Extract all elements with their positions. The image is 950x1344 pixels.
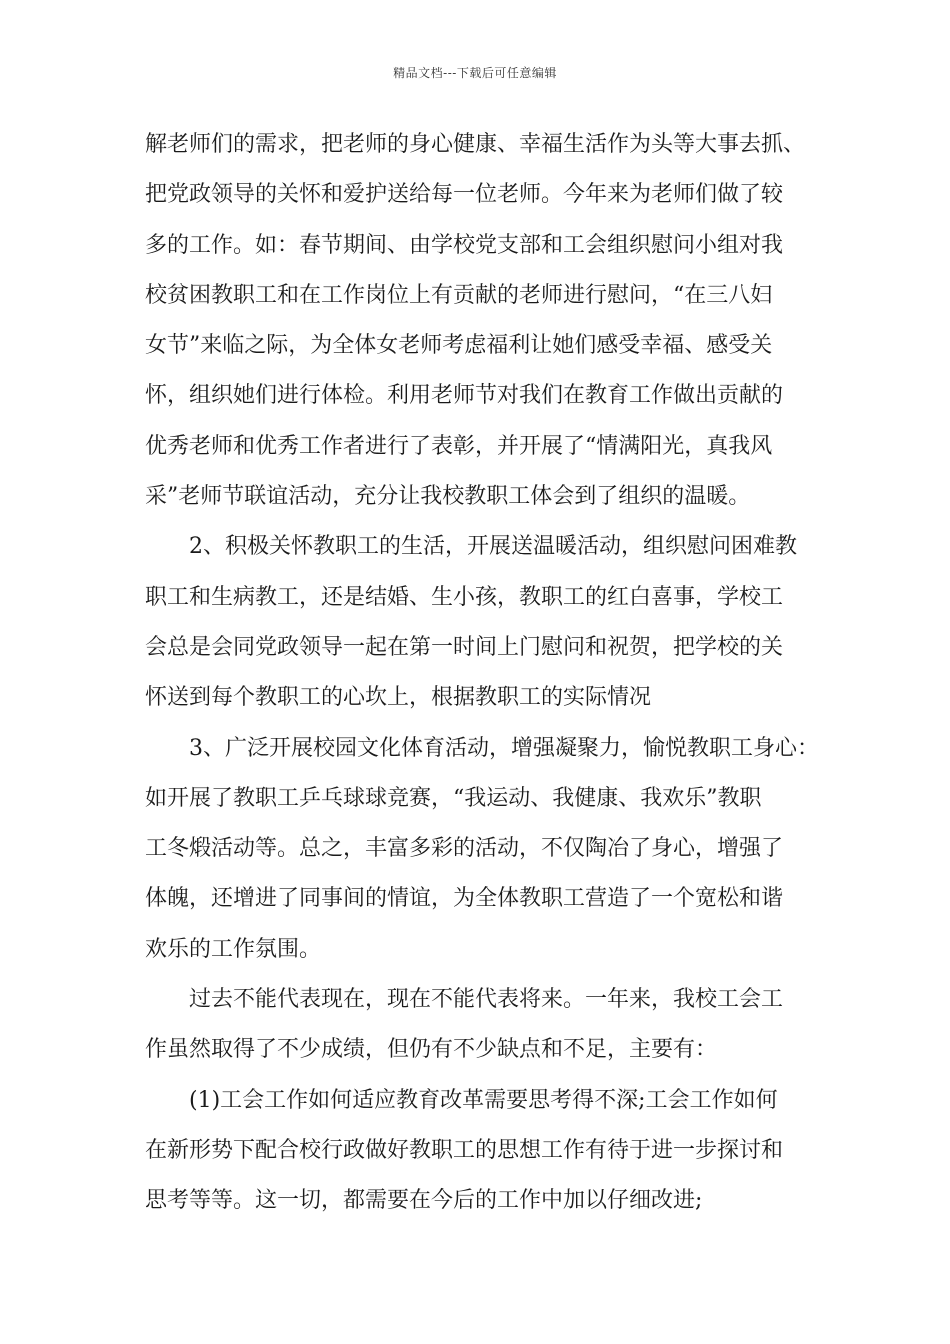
text-line: 工冬煅活动等。总之，丰富多彩的活动，不仅陶冶了身心，增强了 [145,836,784,862]
text-line: 在新形势下配合校行政做好教职工的思想工作有待于进一步探讨和 [145,1137,784,1163]
text-line: 校贫困教职工和在工作岗位上有贡献的老师进行慰问，“在三八妇 [145,282,773,308]
text-line: 多的工作。如：春节期间、由学校党支部和工会组织慰问小组对我 [145,232,784,258]
text-line: 体魄，还增进了同事间的情谊，为全体教职工营造了一个宽松和谐 [145,886,784,912]
paragraph-start-line: 2、积极关怀教职工的生活，开展送温暖活动，组织慰问困难教 [189,534,797,560]
text-line: 怀送到每个教职工的心坎上，根据教职工的实际情况 [145,685,652,711]
text-line: 把党政领导的关怀和爱护送给每一位老师。今年来为老师们做了较 [145,182,784,208]
text-line: 思考等等。这一切，都需要在今后的工作中加以仔细改进; [145,1188,703,1214]
text-line: 欢乐的工作氛围。 [145,936,322,962]
text-line: 采”老师节联谊活动，充分让我校教职工体会到了组织的温暖。 [145,484,751,510]
text-line: 怀，组织她们进行体检。利用老师节对我们在教育工作做出贡献的 [145,383,784,409]
text-line: 优秀老师和优秀工作者进行了表彰，并开展了“情满阳光，真我风 [145,433,773,459]
text-line: 女节”来临之际，为全体女老师考虑福利让她们感受幸福、感受关 [145,333,773,359]
page-header: 精品文档---下载后可任意编辑 [393,66,557,80]
text-line: 会总是会同党政领导一起在第一时间上门慰问和祝贺，把学校的关 [145,634,784,660]
paragraph-start-line: 3、广泛开展校园文化体育活动，增强凝聚力，愉悦教职工身心： [189,735,819,761]
paragraph-start-line: 过去不能代表现在，现在不能代表将来。一年来，我校工会工 [189,987,784,1013]
text-line: 如开展了教职工乒乓球球竞赛，“我运动、我健康、我欢乐”教职 [145,785,762,811]
text-line: 职工和生病教工，还是结婚、生小孩，教职工的红白喜事，学校工 [145,584,784,610]
document-body [145,128,819,1235]
text-line: 作虽然取得了不少成绩，但仍有不少缺点和不足，主要有： [145,1037,718,1063]
paragraph-start-line: (1)工会工作如何适应教育改革需要思考得不深;工会工作如何 [189,1087,778,1113]
text-line: 解老师们的需求，把老师的身心健康、幸福生活作为头等大事去抓、 [145,132,806,157]
